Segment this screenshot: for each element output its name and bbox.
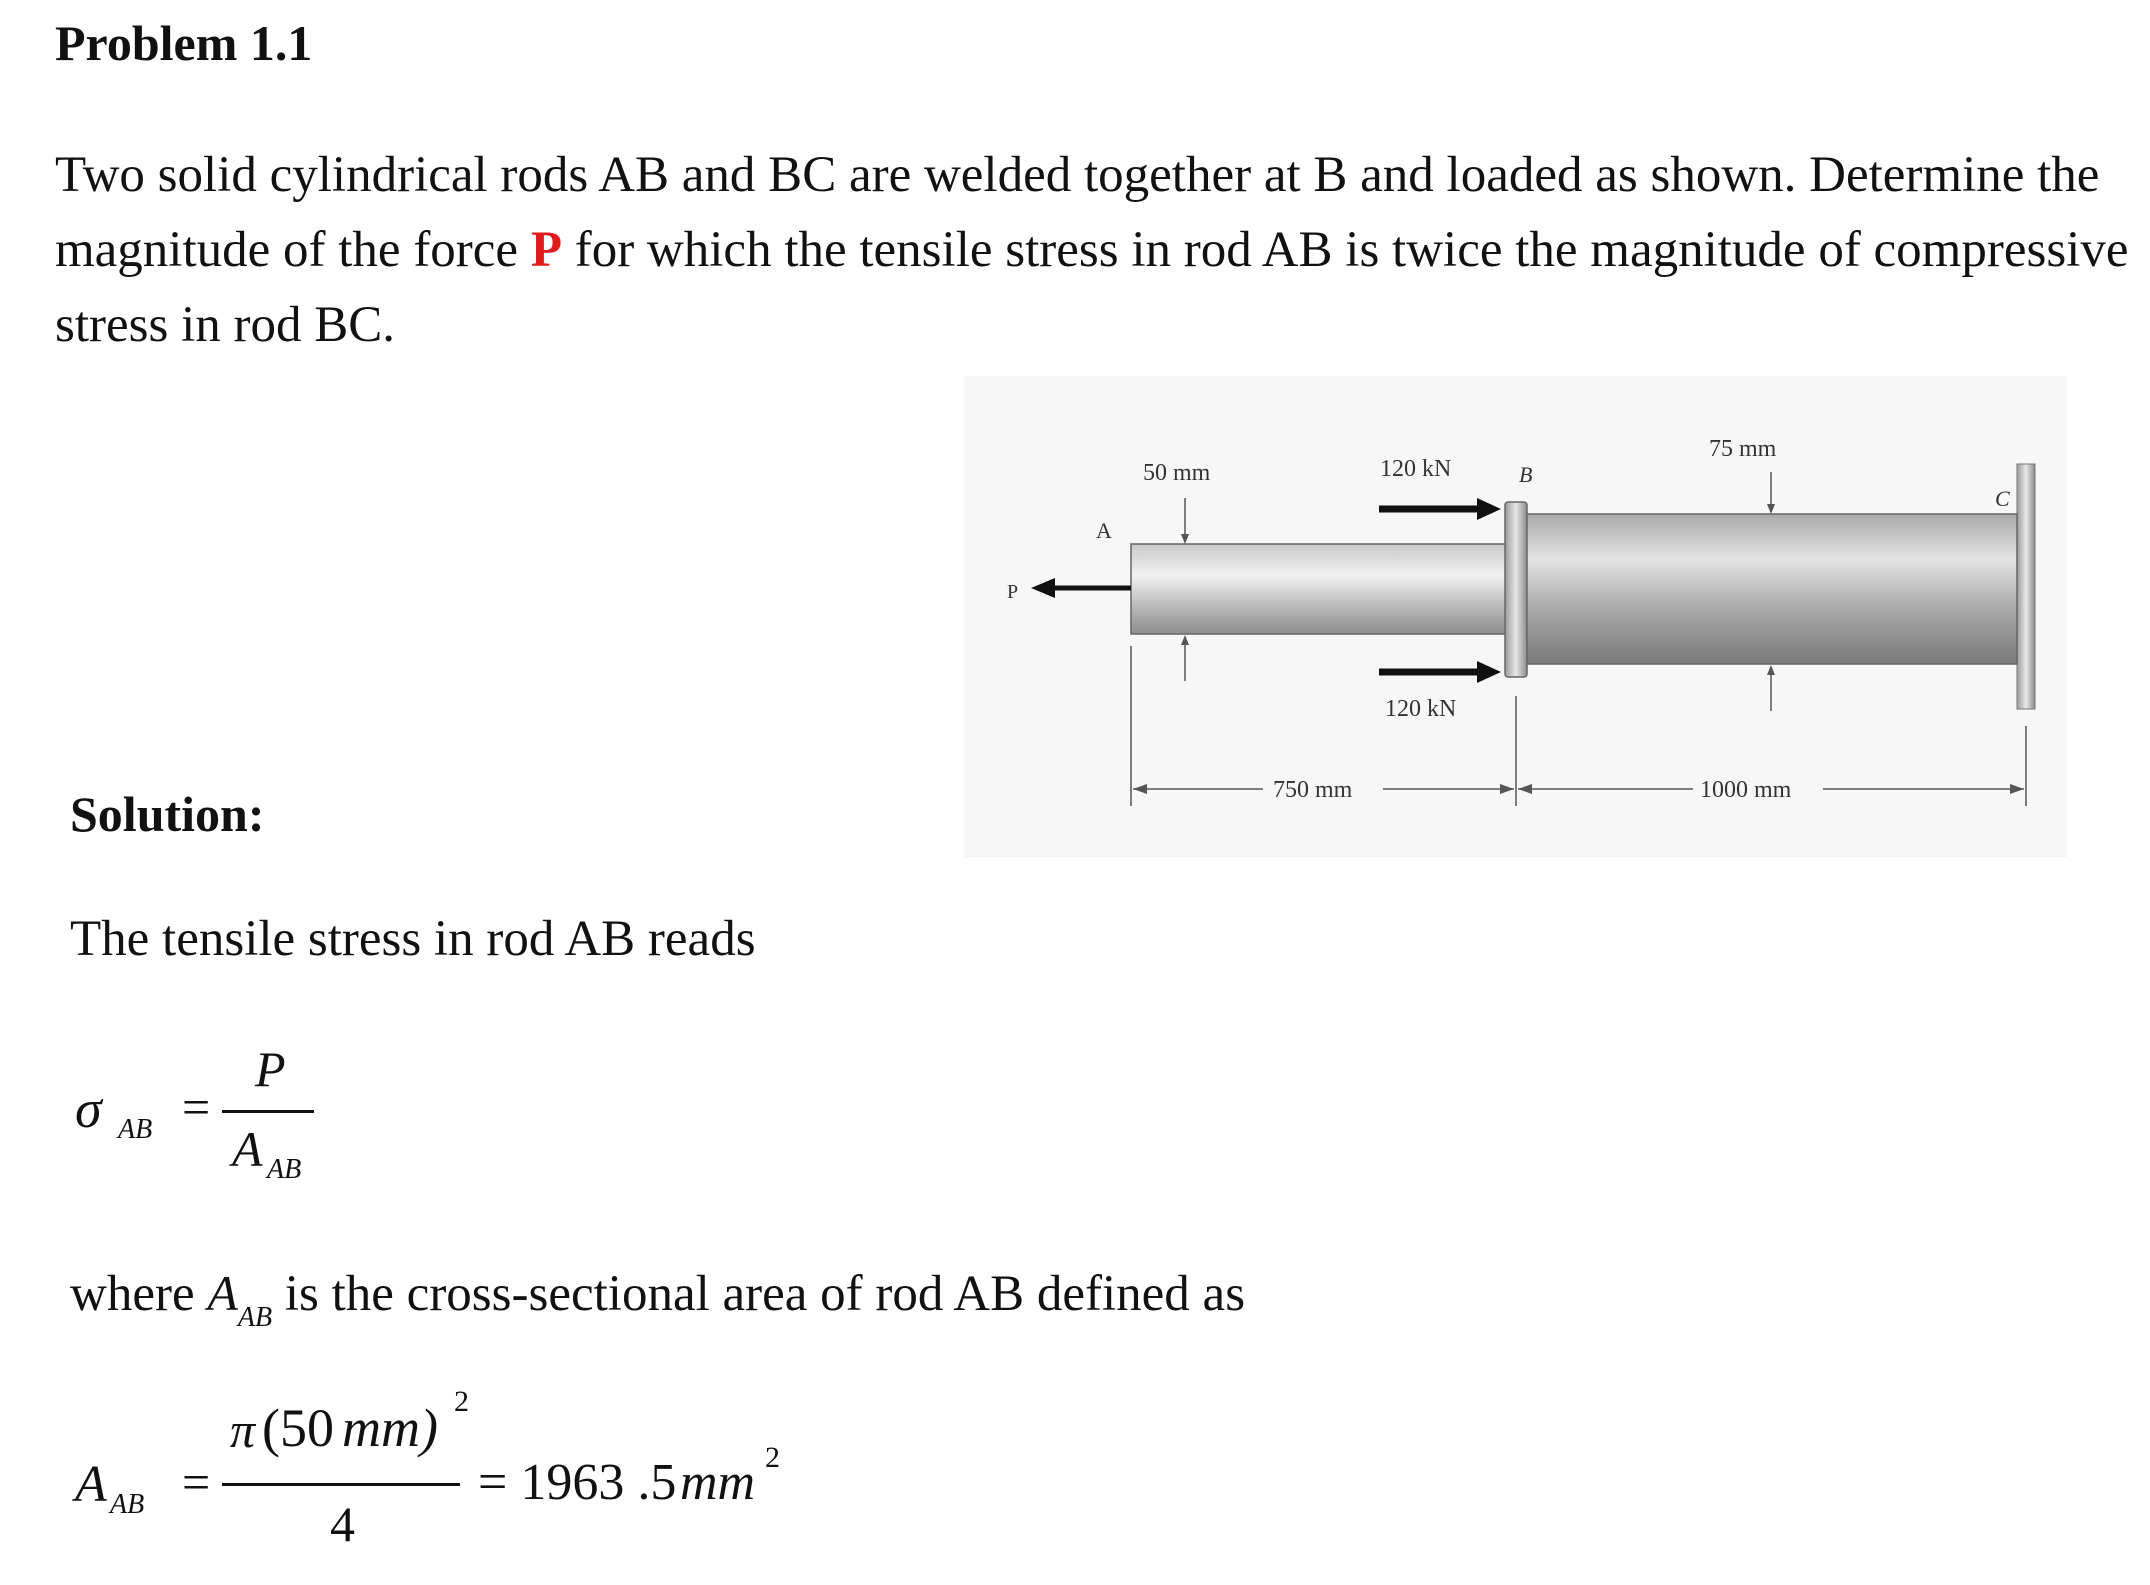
load-top-arrowhead xyxy=(1477,498,1501,520)
len-ab-arrow-left xyxy=(1133,784,1147,794)
eq2-num-exp: 2 xyxy=(454,1385,469,1418)
eq1-sigma-sub: AB xyxy=(118,1114,153,1145)
eq2-num-unit: mm) xyxy=(342,1398,438,1458)
dia-bc-arrow-bottom xyxy=(1767,665,1775,675)
tensile-stress-text: The tensile stress in rod AB reads xyxy=(70,911,756,967)
eq1-sigma: σ xyxy=(75,1079,102,1139)
force-p-highlight: P xyxy=(530,222,562,278)
eq1-denominator: A xyxy=(232,1121,263,1177)
load-top-label: 120 kN xyxy=(1380,456,1452,482)
force-p-label: P xyxy=(1007,581,1019,603)
wall-c xyxy=(2017,464,2035,709)
load-bottom-label: 120 kN xyxy=(1385,696,1457,722)
eq2-result-unit: mm xyxy=(680,1454,756,1511)
eq2-result: = 1963 .5 xyxy=(478,1454,677,1511)
eq2-pi: π xyxy=(230,1402,256,1458)
dia-ab-arrow-bottom xyxy=(1181,635,1189,645)
eq2-denominator: 4 xyxy=(330,1496,355,1552)
where-prefix: where xyxy=(70,1266,208,1322)
dia-ab-arrow-top xyxy=(1181,534,1189,544)
point-c-label: C xyxy=(1995,486,2010,511)
len-ab-label: 750 mm xyxy=(1273,777,1353,803)
eq1-fraction-bar xyxy=(222,1110,314,1113)
point-a-label: A xyxy=(1096,518,1112,543)
len-bc-arrow-right xyxy=(2010,784,2024,794)
len-bc-arrow-left xyxy=(1518,784,1532,794)
rod-figure xyxy=(963,376,2067,858)
problem-title: Problem 1.1 xyxy=(55,15,313,71)
rod-diagram xyxy=(963,376,2067,858)
eq1-equals: = xyxy=(182,1079,211,1135)
statement-part2: for which the tensile stress in rod AB is twice the magnitude of compressive stress in rod BC. xyxy=(55,222,2129,353)
where-suffix: is the cross-sectional area of rod AB defined as xyxy=(272,1266,1246,1322)
point-b-label: B xyxy=(1519,462,1533,487)
len-ab-arrow-right xyxy=(1500,784,1514,794)
equation-area xyxy=(70,1385,830,1565)
rod-bc xyxy=(1525,514,2017,664)
eq2-num-paren: (50 xyxy=(262,1398,334,1458)
where-var: A xyxy=(207,1265,238,1321)
eq2-fraction-bar xyxy=(222,1483,460,1486)
collar-b xyxy=(1505,502,1527,677)
statement-part1: Two solid cylindrical rods AB and BC are welded together at B and loaded as shown. Determine the magnitude of the force xyxy=(55,147,2100,278)
where-var-sub: AB xyxy=(237,1302,273,1333)
where-area-text xyxy=(70,1264,1246,1333)
eq2-lhs-sub: AB xyxy=(110,1489,145,1520)
eq2-equals: = xyxy=(182,1454,211,1510)
eq2-lhs: A xyxy=(75,1456,107,1513)
equation-stress xyxy=(70,1041,350,1198)
force-p-arrowhead xyxy=(1031,578,1055,598)
dia-bc-label: 75 mm xyxy=(1709,436,1777,462)
dia-bc-arrow-top xyxy=(1767,504,1775,514)
eq1-numerator: P xyxy=(255,1041,286,1097)
dia-ab-label: 50 mm xyxy=(1143,460,1211,486)
load-bottom-arrowhead xyxy=(1477,661,1501,683)
len-bc-label: 1000 mm xyxy=(1700,777,1792,803)
eq2-result-exp: 2 xyxy=(765,1441,780,1474)
rod-ab xyxy=(1131,544,1517,634)
problem-statement xyxy=(55,138,2150,363)
solution-heading: Solution: xyxy=(70,786,265,842)
eq1-denominator-sub: AB xyxy=(267,1154,302,1185)
